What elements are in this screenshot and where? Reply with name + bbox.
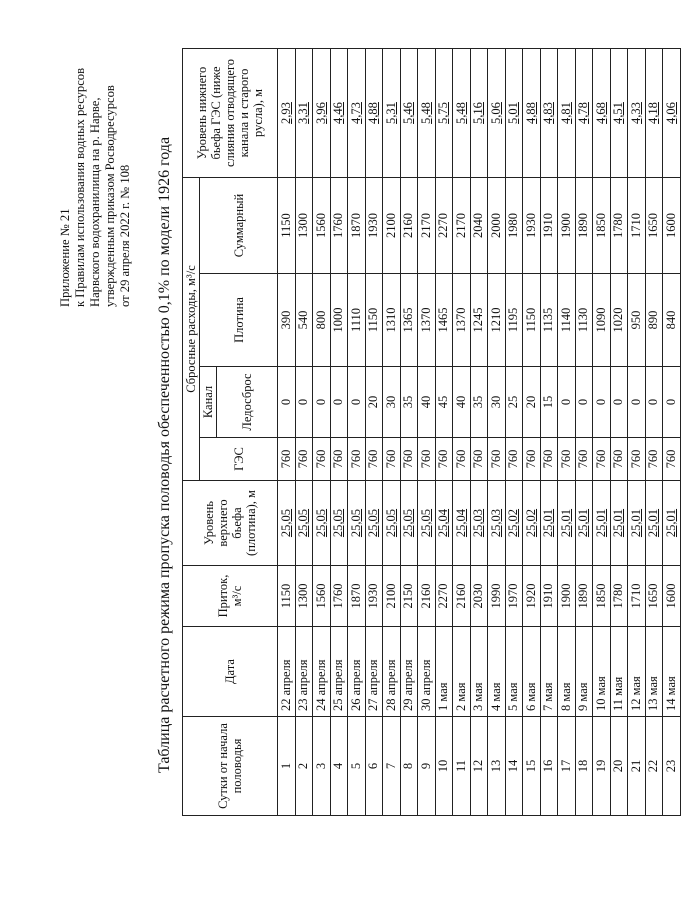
cell-inflow: 2160 (418, 566, 436, 627)
cell-lower-level: 5,01 (505, 49, 523, 178)
cell-upper-level: 25,05 (365, 481, 383, 566)
cell-ges: 760 (295, 438, 313, 481)
cell-ges: 760 (628, 438, 646, 481)
cell-lower-level: 4,51 (610, 49, 628, 178)
cell-lower-level: 5,06 (488, 49, 506, 178)
cell-icebreaker: 0 (313, 367, 331, 438)
table-row (295, 49, 313, 816)
cell-dam: 1090 (593, 274, 611, 367)
cell-upper-level: 25,05 (418, 481, 436, 566)
cell-dam: 950 (628, 274, 646, 367)
cell-date: 12 мая (628, 627, 646, 717)
cell-day: 16 (540, 717, 558, 816)
header-discharge-group: Сбросные расходы, м³/с (183, 178, 200, 481)
table-row (383, 49, 401, 816)
cell-ges: 760 (418, 438, 436, 481)
cell-inflow: 1870 (348, 566, 366, 627)
table-row (470, 49, 488, 816)
cell-ges: 760 (593, 438, 611, 481)
cell-total: 1780 (610, 178, 628, 274)
cell-day: 9 (418, 717, 436, 816)
header-ges: ГЭС (200, 438, 278, 481)
cell-date: 23 апреля (295, 627, 313, 717)
cell-total: 1910 (540, 178, 558, 274)
cell-inflow: 2270 (435, 566, 453, 627)
header-lower-level: Уровень нижнего бьефа ГЭС (ниже слияния отводящего канала и старого русла), м (183, 49, 278, 178)
cell-ges: 760 (435, 438, 453, 481)
cell-inflow: 1650 (645, 566, 663, 627)
cell-ges: 760 (278, 438, 296, 481)
appendix-note (58, 7, 133, 307)
cell-ges: 760 (470, 438, 488, 481)
cell-day: 7 (383, 717, 401, 816)
cell-icebreaker: 0 (295, 367, 313, 438)
table-row (505, 49, 523, 816)
cell-date: 28 апреля (383, 627, 401, 717)
cell-total: 2160 (400, 178, 418, 274)
cell-ges: 760 (365, 438, 383, 481)
cell-ges: 760 (383, 438, 401, 481)
cell-ges: 760 (540, 438, 558, 481)
cell-lower-level: 4,33 (628, 49, 646, 178)
cell-inflow: 1780 (610, 566, 628, 627)
cell-dam: 1310 (383, 274, 401, 367)
cell-dam: 1365 (400, 274, 418, 367)
cell-day: 13 (488, 717, 506, 816)
table-row (313, 49, 331, 816)
cell-day: 18 (575, 717, 593, 816)
cell-ges: 760 (523, 438, 541, 481)
cell-icebreaker: 0 (575, 367, 593, 438)
cell-lower-level: 3,96 (313, 49, 331, 178)
cell-upper-level: 25,01 (628, 481, 646, 566)
table-row (645, 49, 663, 816)
appendix-line: Нарвского водохранилища на р. Нарве, (88, 97, 102, 307)
cell-upper-level: 25,04 (435, 481, 453, 566)
cell-date: 6 мая (523, 627, 541, 717)
flood-regime-table (182, 48, 681, 816)
cell-dam: 1140 (558, 274, 576, 367)
table-row (628, 49, 646, 816)
cell-lower-level: 2,93 (278, 49, 296, 178)
cell-dam: 840 (663, 274, 681, 367)
cell-upper-level: 25,01 (610, 481, 628, 566)
cell-upper-level: 25,01 (663, 481, 681, 566)
table-row (523, 49, 541, 816)
header-dam: Плотина (200, 274, 278, 367)
cell-inflow: 1970 (505, 566, 523, 627)
cell-icebreaker: 45 (435, 367, 453, 438)
cell-lower-level: 5,31 (383, 49, 401, 178)
table-row (610, 49, 628, 816)
cell-total: 1930 (523, 178, 541, 274)
cell-day: 12 (470, 717, 488, 816)
cell-dam: 800 (313, 274, 331, 367)
cell-upper-level: 25,02 (505, 481, 523, 566)
cell-inflow: 2150 (400, 566, 418, 627)
cell-upper-level: 25,05 (348, 481, 366, 566)
cell-day: 14 (505, 717, 523, 816)
cell-dam: 540 (295, 274, 313, 367)
cell-day: 2 (295, 717, 313, 816)
cell-total: 1890 (575, 178, 593, 274)
cell-ges: 760 (488, 438, 506, 481)
cell-date: 26 апреля (348, 627, 366, 717)
header-day: Сутки от начала половодья (183, 717, 278, 816)
cell-inflow: 1760 (330, 566, 348, 627)
cell-lower-level: 4,06 (663, 49, 681, 178)
table-row (435, 49, 453, 816)
cell-inflow: 1890 (575, 566, 593, 627)
cell-icebreaker: 30 (383, 367, 401, 438)
cell-total: 1300 (295, 178, 313, 274)
cell-total: 1850 (593, 178, 611, 274)
cell-upper-level: 25,05 (278, 481, 296, 566)
cell-day: 23 (663, 717, 681, 816)
cell-day: 11 (453, 717, 471, 816)
cell-day: 5 (348, 717, 366, 816)
cell-date: 24 апреля (313, 627, 331, 717)
cell-lower-level: 4,83 (540, 49, 558, 178)
cell-icebreaker: 0 (348, 367, 366, 438)
cell-dam: 1195 (505, 274, 523, 367)
cell-upper-level: 25,05 (400, 481, 418, 566)
cell-ges: 760 (558, 438, 576, 481)
table-row (330, 49, 348, 816)
table-row (278, 49, 296, 816)
cell-day: 10 (435, 717, 453, 816)
cell-date: 10 мая (593, 627, 611, 717)
cell-inflow: 2100 (383, 566, 401, 627)
cell-upper-level: 25,05 (313, 481, 331, 566)
cell-inflow: 1300 (295, 566, 313, 627)
cell-total: 1760 (330, 178, 348, 274)
cell-lower-level: 4,68 (593, 49, 611, 178)
cell-total: 2000 (488, 178, 506, 274)
cell-lower-level: 5,48 (418, 49, 436, 178)
cell-date: 27 апреля (365, 627, 383, 717)
table-body (278, 49, 681, 816)
cell-dam: 1135 (540, 274, 558, 367)
cell-inflow: 1150 (278, 566, 296, 627)
appendix-line: утвержденным приказом Росводресурсов (103, 85, 117, 307)
cell-day: 15 (523, 717, 541, 816)
cell-total: 1150 (278, 178, 296, 274)
cell-lower-level: 4,73 (348, 49, 366, 178)
cell-upper-level: 25,04 (453, 481, 471, 566)
cell-day: 1 (278, 717, 296, 816)
cell-inflow: 1850 (593, 566, 611, 627)
cell-upper-level: 25,01 (558, 481, 576, 566)
cell-dam: 1150 (523, 274, 541, 367)
cell-lower-level: 3,31 (295, 49, 313, 178)
cell-inflow: 2160 (453, 566, 471, 627)
cell-total: 2270 (435, 178, 453, 274)
table-row (558, 49, 576, 816)
cell-upper-level: 25,03 (488, 481, 506, 566)
table-row (365, 49, 383, 816)
cell-dam: 1370 (418, 274, 436, 367)
cell-lower-level: 5,75 (435, 49, 453, 178)
cell-date: 1 мая (435, 627, 453, 717)
header-total: Суммарный (200, 178, 278, 274)
appendix-line: от 29 апреля 2022 г. № 108 (118, 164, 132, 307)
cell-icebreaker: 35 (400, 367, 418, 438)
cell-dam: 890 (645, 274, 663, 367)
cell-upper-level: 25,01 (575, 481, 593, 566)
cell-icebreaker: 0 (610, 367, 628, 438)
cell-lower-level: 4,88 (523, 49, 541, 178)
cell-inflow: 1920 (523, 566, 541, 627)
header-upper-level: Уровень верхнего бьефа (плотина), м (183, 481, 278, 566)
cell-icebreaker: 35 (470, 367, 488, 438)
cell-date: 29 апреля (400, 627, 418, 717)
table-row (400, 49, 418, 816)
cell-icebreaker: 0 (558, 367, 576, 438)
cell-icebreaker: 40 (418, 367, 436, 438)
appendix-line: к Правилам использования водных ресурсов (73, 67, 87, 307)
cell-day: 17 (558, 717, 576, 816)
cell-ges: 760 (400, 438, 418, 481)
document-title: Таблица расчетного режима пропуска половодья обеспеченностью 0,1% по модели 1926 года (156, 136, 173, 774)
cell-ges: 760 (645, 438, 663, 481)
cell-icebreaker: 25 (505, 367, 523, 438)
cell-day: 3 (313, 717, 331, 816)
cell-total: 2170 (418, 178, 436, 274)
cell-day: 8 (400, 717, 418, 816)
cell-icebreaker: 30 (488, 367, 506, 438)
cell-upper-level: 25,05 (330, 481, 348, 566)
appendix-line: Приложение № 21 (58, 208, 72, 307)
cell-date: 2 мая (453, 627, 471, 717)
cell-lower-level: 4,18 (645, 49, 663, 178)
cell-day: 6 (365, 717, 383, 816)
cell-total: 2040 (470, 178, 488, 274)
cell-inflow: 1900 (558, 566, 576, 627)
cell-total: 1600 (663, 178, 681, 274)
cell-inflow: 1600 (663, 566, 681, 627)
table-row (488, 49, 506, 816)
cell-lower-level: 4,88 (365, 49, 383, 178)
cell-day: 20 (610, 717, 628, 816)
cell-date: 11 мая (610, 627, 628, 717)
cell-icebreaker: 15 (540, 367, 558, 438)
cell-date: 14 мая (663, 627, 681, 717)
cell-total: 2170 (453, 178, 471, 274)
cell-dam: 390 (278, 274, 296, 367)
cell-dam: 1210 (488, 274, 506, 367)
cell-inflow: 2030 (470, 566, 488, 627)
cell-icebreaker: 0 (593, 367, 611, 438)
cell-upper-level: 25,02 (523, 481, 541, 566)
cell-date: 22 апреля (278, 627, 296, 717)
cell-date: 4 мая (488, 627, 506, 717)
cell-icebreaker: 0 (663, 367, 681, 438)
cell-upper-level: 25,01 (645, 481, 663, 566)
cell-date: 25 апреля (330, 627, 348, 717)
table-row (663, 49, 681, 816)
table-row (453, 49, 471, 816)
cell-ges: 760 (348, 438, 366, 481)
cell-icebreaker: 0 (645, 367, 663, 438)
cell-date: 7 мая (540, 627, 558, 717)
cell-ges: 760 (575, 438, 593, 481)
cell-date: 9 мая (575, 627, 593, 717)
table-row (593, 49, 611, 816)
table-row (418, 49, 436, 816)
cell-inflow: 1910 (540, 566, 558, 627)
cell-total: 1560 (313, 178, 331, 274)
cell-day: 4 (330, 717, 348, 816)
cell-dam: 1150 (365, 274, 383, 367)
cell-dam: 1110 (348, 274, 366, 367)
cell-date: 3 мая (470, 627, 488, 717)
cell-dam: 1370 (453, 274, 471, 367)
cell-ges: 760 (453, 438, 471, 481)
cell-total: 1650 (645, 178, 663, 274)
cell-date: 8 мая (558, 627, 576, 717)
table-row (540, 49, 558, 816)
cell-dam: 1000 (330, 274, 348, 367)
header-icebreaker: Ледосброс (217, 367, 278, 438)
cell-ges: 760 (663, 438, 681, 481)
cell-ges: 760 (313, 438, 331, 481)
cell-icebreaker: 40 (453, 367, 471, 438)
cell-dam: 1130 (575, 274, 593, 367)
cell-upper-level: 25,01 (540, 481, 558, 566)
cell-day: 22 (645, 717, 663, 816)
cell-inflow: 1560 (313, 566, 331, 627)
cell-inflow: 1710 (628, 566, 646, 627)
cell-inflow: 1990 (488, 566, 506, 627)
cell-date: 5 мая (505, 627, 523, 717)
cell-icebreaker: 20 (365, 367, 383, 438)
cell-total: 1900 (558, 178, 576, 274)
table-row (348, 49, 366, 816)
cell-total: 2100 (383, 178, 401, 274)
cell-dam: 1020 (610, 274, 628, 367)
cell-icebreaker: 0 (330, 367, 348, 438)
header-inflow: Приток, м³/с (183, 566, 278, 627)
cell-icebreaker: 20 (523, 367, 541, 438)
table-row (575, 49, 593, 816)
cell-lower-level: 5,48 (453, 49, 471, 178)
cell-total: 1980 (505, 178, 523, 274)
cell-lower-level: 5,46 (400, 49, 418, 178)
cell-inflow: 1930 (365, 566, 383, 627)
cell-lower-level: 4,81 (558, 49, 576, 178)
cell-ges: 760 (610, 438, 628, 481)
header-canal: Канал (200, 367, 217, 438)
cell-lower-level: 4,46 (330, 49, 348, 178)
cell-dam: 1245 (470, 274, 488, 367)
cell-day: 21 (628, 717, 646, 816)
cell-dam: 1465 (435, 274, 453, 367)
cell-lower-level: 5,16 (470, 49, 488, 178)
cell-upper-level: 25,03 (470, 481, 488, 566)
cell-lower-level: 4,78 (575, 49, 593, 178)
cell-total: 1930 (365, 178, 383, 274)
cell-total: 1870 (348, 178, 366, 274)
cell-upper-level: 25,05 (295, 481, 313, 566)
cell-upper-level: 25,05 (383, 481, 401, 566)
cell-icebreaker: 0 (628, 367, 646, 438)
cell-ges: 760 (330, 438, 348, 481)
cell-icebreaker: 0 (278, 367, 296, 438)
cell-ges: 760 (505, 438, 523, 481)
cell-day: 19 (593, 717, 611, 816)
cell-date: 30 апреля (418, 627, 436, 717)
cell-total: 1710 (628, 178, 646, 274)
cell-date: 13 мая (645, 627, 663, 717)
cell-upper-level: 25,01 (593, 481, 611, 566)
header-date: Дата (183, 627, 278, 717)
